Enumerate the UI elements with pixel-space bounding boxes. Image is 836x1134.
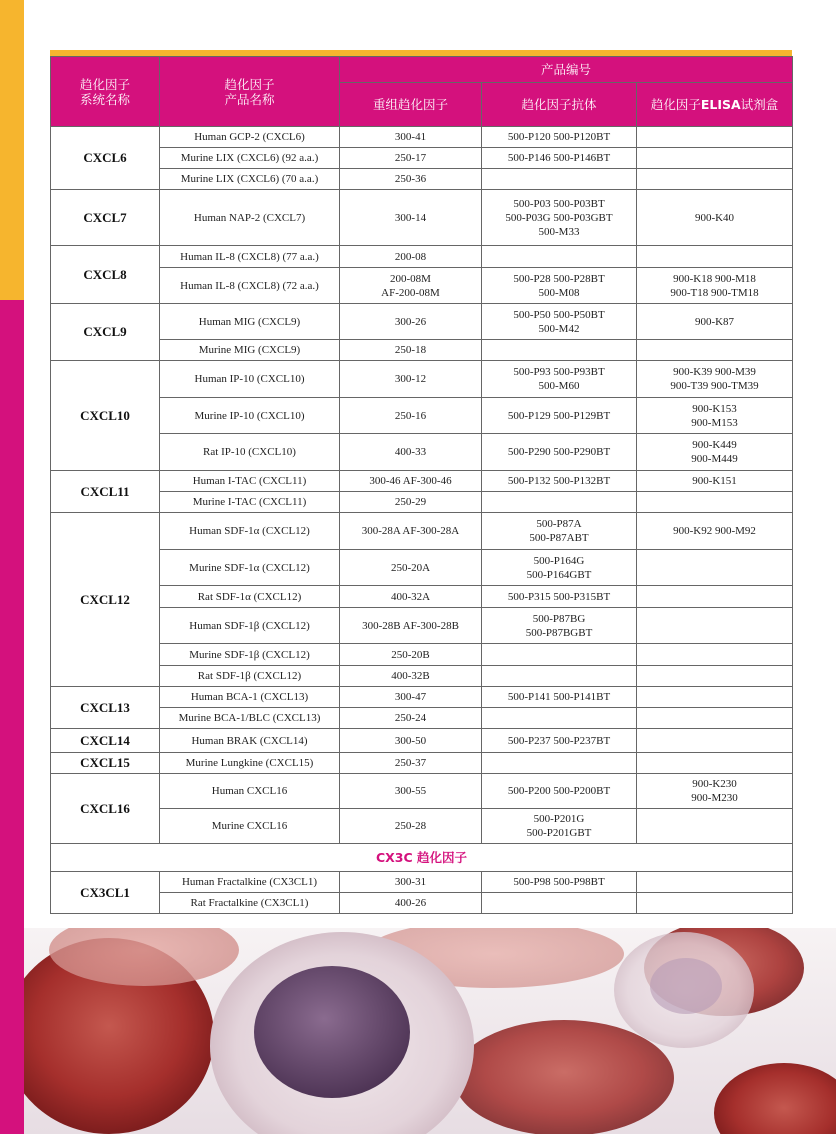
recombinant-cell <box>340 304 482 340</box>
family-cell: CXCL7 <box>51 190 160 246</box>
recombinant-cell-line: 300-26 <box>394 315 427 328</box>
recombinant-cell <box>340 246 482 268</box>
product-name-cell: Murine SDF-1α (CXCL12) <box>160 550 340 586</box>
recombinant-cell-line: 250-20B <box>391 648 430 661</box>
elisa-cell <box>637 268 793 304</box>
product-name-cell: Human SDF-1α (CXCL12) <box>160 513 340 550</box>
elisa-cell <box>637 304 793 340</box>
antibody-cell <box>482 550 637 586</box>
antibody-cell <box>482 608 637 644</box>
header-catalog-group: 产品编号 <box>340 57 793 83</box>
table-row <box>51 872 793 893</box>
table-row <box>51 608 793 644</box>
antibody-cell-line: 500-P120 500-P120BT <box>507 131 611 143</box>
table-row <box>51 586 793 608</box>
table-row <box>51 809 793 844</box>
antibody-cell-line: 500-P87ABT <box>529 532 589 544</box>
recombinant-cell <box>340 361 482 398</box>
antibody-cell <box>482 169 637 190</box>
antibody-cell <box>482 434 637 471</box>
elisa-cell <box>637 471 793 492</box>
family-cell: CXCL13 <box>51 687 160 729</box>
elisa-cell-line: 900-K153 <box>692 402 737 415</box>
recombinant-cell <box>340 268 482 304</box>
antibody-cell-line: 500-P98 500-P98BT <box>513 876 605 888</box>
antibody-cell-line: 500-P164GBT <box>526 568 592 581</box>
antibody-cell <box>482 190 637 246</box>
recombinant-cell <box>340 550 482 586</box>
recombinant-cell-line: 300-12 <box>394 373 427 385</box>
family-cell: CXCL15 <box>51 753 160 774</box>
edge-stripe-magenta <box>0 300 24 1134</box>
antibody-cell-line: 500-P201G <box>533 813 585 825</box>
table-row <box>51 893 793 914</box>
elisa-cell <box>637 708 793 729</box>
family-cell: CXCL10 <box>51 361 160 471</box>
recombinant-cell-line: 300-28A AF-300-28A <box>361 525 460 537</box>
product-name-cell: Murine LIX (CXCL6) (92 a.a.) <box>160 148 340 169</box>
recombinant-cell <box>340 492 482 513</box>
product-name-cell: Murine CXCL16 <box>160 809 340 844</box>
recombinant-cell <box>340 127 482 148</box>
elisa-cell <box>637 434 793 471</box>
recombinant-cell-line: 300-55 <box>394 785 427 797</box>
white-blood-cell-nucleus <box>254 966 410 1098</box>
recombinant-cell <box>340 687 482 708</box>
recombinant-cell-line: 250-36 <box>394 173 427 185</box>
antibody-cell-line: 500-P132 500-P132BT <box>507 475 611 487</box>
elisa-cell <box>637 148 793 169</box>
antibody-cell-line: 500-P93 500-P93BT <box>513 366 605 378</box>
antibody-cell <box>482 708 637 729</box>
recombinant-cell <box>340 148 482 169</box>
family-cell: CXCL11 <box>51 471 160 513</box>
elisa-cell <box>637 398 793 434</box>
elisa-cell <box>637 127 793 148</box>
header-elisa: 趋化因子ELISA试剂盒 <box>637 83 793 127</box>
recombinant-cell <box>340 471 482 492</box>
recombinant-cell <box>340 729 482 753</box>
recombinant-cell-line: 250-24 <box>394 712 427 724</box>
antibody-cell-line: 500-M60 <box>538 380 580 392</box>
table-row <box>51 398 793 434</box>
table-row <box>51 148 793 169</box>
recombinant-cell-line: 400-32A <box>390 590 431 603</box>
recombinant-cell-line: 250-16 <box>394 409 427 422</box>
antibody-cell <box>482 687 637 708</box>
elisa-cell-line: 900-T39 900-TM39 <box>670 380 759 392</box>
elisa-cell <box>637 492 793 513</box>
antibody-cell <box>482 398 637 434</box>
table-row <box>51 729 793 753</box>
antibody-cell <box>482 753 637 774</box>
family-cell: CX3CL1 <box>51 872 160 914</box>
recombinant-cell-line: 200-08 <box>394 250 427 263</box>
table-row <box>51 127 793 148</box>
product-name-cell: Murine Lungkine (CXCL15) <box>160 753 340 774</box>
elisa-cell <box>637 169 793 190</box>
recombinant-cell <box>340 774 482 809</box>
table-body <box>51 127 793 844</box>
table-row <box>51 644 793 666</box>
antibody-cell-line: 500-P146 500-P146BT <box>507 152 611 164</box>
header-family: 趋化因子 系统名称 <box>51 57 160 127</box>
antibody-cell <box>482 729 637 753</box>
header-product: 趋化因子 产品名称 <box>160 57 340 127</box>
recombinant-cell-line: 400-32B <box>391 670 430 682</box>
recombinant-cell-line: 300-47 <box>394 691 427 703</box>
elisa-cell <box>637 586 793 608</box>
table-row <box>51 246 793 268</box>
header-recombinant: 重组趋化因子 <box>340 83 482 127</box>
recombinant-cell-line: 300-50 <box>394 734 427 747</box>
recombinant-cell <box>340 809 482 844</box>
table-row <box>51 169 793 190</box>
antibody-cell <box>482 148 637 169</box>
product-name-cell: Murine I-TAC (CXCL11) <box>160 492 340 513</box>
table-row <box>51 361 793 398</box>
table-row <box>51 550 793 586</box>
elisa-cell-line: 900-K92 900-M92 <box>673 525 756 537</box>
antibody-cell <box>482 893 637 914</box>
antibody-cell-line: 500-M42 <box>538 322 580 335</box>
table-row <box>51 434 793 471</box>
table-row <box>51 753 793 774</box>
recombinant-cell <box>340 513 482 550</box>
product-name-cell: Murine IP-10 (CXCL10) <box>160 398 340 434</box>
elisa-cell <box>637 608 793 644</box>
elisa-cell <box>637 774 793 809</box>
elisa-cell <box>637 666 793 687</box>
recombinant-cell <box>340 666 482 687</box>
recombinant-cell-line: 400-33 <box>394 446 427 458</box>
table-row <box>51 304 793 340</box>
elisa-cell <box>637 246 793 268</box>
antibody-cell-line: 500-P290 500-P290BT <box>507 446 611 458</box>
white-blood-cell-right-nucleus <box>650 958 722 1014</box>
recombinant-cell-line: 300-14 <box>394 211 427 224</box>
antibody-cell-line: 500-P87BGBT <box>525 626 593 639</box>
product-name-cell: Rat SDF-1β (CXCL12) <box>160 666 340 687</box>
section-title-cx3c: CX3C 趋化因子 <box>51 844 793 872</box>
antibody-cell-line: 500-P237 500-P237BT <box>507 734 611 747</box>
recombinant-cell-line: AF-200-08M <box>381 286 440 299</box>
product-name-cell: Human NAP-2 (CXCL7) <box>160 190 340 246</box>
elisa-cell-line: 900-K87 <box>694 315 735 328</box>
recombinant-cell <box>340 190 482 246</box>
table-row <box>51 666 793 687</box>
product-name-cell: Murine LIX (CXCL6) (70 a.a.) <box>160 169 340 190</box>
elisa-cell <box>637 513 793 550</box>
table-row <box>51 513 793 550</box>
section-body <box>51 872 793 914</box>
antibody-cell <box>482 246 637 268</box>
recombinant-cell-line: 250-37 <box>394 757 427 769</box>
section-header <box>51 844 793 872</box>
family-cell: CXCL12 <box>51 513 160 687</box>
elisa-cell <box>637 729 793 753</box>
product-name-cell: Murine SDF-1β (CXCL12) <box>160 644 340 666</box>
elisa-cell <box>637 809 793 844</box>
elisa-cell <box>637 550 793 586</box>
table-header <box>51 57 793 127</box>
antibody-cell <box>482 872 637 893</box>
antibody-cell-line: 500-M33 <box>538 225 580 238</box>
antibody-cell-line: 500-P87A <box>536 518 582 530</box>
antibody-cell <box>482 666 637 687</box>
table-row <box>51 687 793 708</box>
product-name-cell: Human IP-10 (CXCL10) <box>160 361 340 398</box>
table-row <box>51 774 793 809</box>
antibody-cell <box>482 492 637 513</box>
product-name-cell: Human BRAK (CXCL14) <box>160 729 340 753</box>
antibody-cell <box>482 586 637 608</box>
antibody-cell-line: 500-P28 500-P28BT <box>513 272 605 285</box>
antibody-cell-line: 500-P50 500-P50BT <box>513 308 605 321</box>
elisa-cell <box>637 893 793 914</box>
recombinant-cell-line: 250-29 <box>394 496 427 508</box>
elisa-cell-line: 900-K40 <box>694 211 735 224</box>
antibody-cell <box>482 340 637 361</box>
product-name-cell: Rat SDF-1α (CXCL12) <box>160 586 340 608</box>
recombinant-cell <box>340 893 482 914</box>
antibody-cell-line: 500-P03 500-P03BT <box>513 197 605 210</box>
recombinant-cell <box>340 340 482 361</box>
elisa-cell-line: 900-K151 <box>692 475 737 487</box>
elisa-cell <box>637 644 793 666</box>
antibody-cell <box>482 304 637 340</box>
product-name-cell: Human GCP-2 (CXCL6) <box>160 127 340 148</box>
antibody-cell-line: 500-P200 500-P200BT <box>507 785 611 797</box>
elisa-cell <box>637 361 793 398</box>
antibody-cell <box>482 127 637 148</box>
family-cell: CXCL14 <box>51 729 160 753</box>
recombinant-cell <box>340 169 482 190</box>
recombinant-cell <box>340 644 482 666</box>
family-cell: CXCL6 <box>51 127 160 190</box>
recombinant-cell-line: 250-20A <box>390 561 431 574</box>
antibody-cell <box>482 809 637 844</box>
antibody-cell-line: 500-P87BG <box>532 612 586 625</box>
family-cell: CXCL8 <box>51 246 160 304</box>
antibody-cell <box>482 513 637 550</box>
recombinant-cell-line: 250-28 <box>394 820 427 832</box>
recombinant-cell-line: 300-31 <box>394 876 427 888</box>
recombinant-cell <box>340 398 482 434</box>
elisa-cell-line: 900-K18 900-M18 <box>673 272 756 285</box>
elisa-cell-line: 900-T18 900-TM18 <box>670 286 759 299</box>
table-row <box>51 340 793 361</box>
product-name-cell: Human Fractalkine (CX3CL1) <box>160 872 340 893</box>
recombinant-cell <box>340 586 482 608</box>
family-cell: CXCL16 <box>51 774 160 844</box>
table-row <box>51 190 793 246</box>
recombinant-cell-line: 250-18 <box>394 344 427 356</box>
elisa-cell-line: 900-M153 <box>691 416 738 429</box>
table-row <box>51 492 793 513</box>
antibody-cell-line: 500-P129 500-P129BT <box>507 409 611 422</box>
antibody-cell <box>482 361 637 398</box>
product-name-cell: Human I-TAC (CXCL11) <box>160 471 340 492</box>
recombinant-cell <box>340 872 482 893</box>
product-name-cell: Human MIG (CXCL9) <box>160 304 340 340</box>
recombinant-cell <box>340 753 482 774</box>
recombinant-cell-line: 300-28B AF-300-28B <box>362 619 459 632</box>
product-name-cell: Murine BCA-1/BLC (CXCL13) <box>160 708 340 729</box>
antibody-cell-line: 500-P03G 500-P03GBT <box>505 211 613 224</box>
antibody-cell <box>482 644 637 666</box>
antibody-cell-line: 500-M08 <box>538 286 580 299</box>
header-antibody: 趋化因子抗体 <box>482 83 637 127</box>
product-name-cell: Murine MIG (CXCL9) <box>160 340 340 361</box>
product-name-cell: Rat IP-10 (CXCL10) <box>160 434 340 471</box>
antibody-cell-line: 500-P315 500-P315BT <box>507 590 611 603</box>
red-blood-cell-right-middle <box>454 1020 674 1134</box>
chemokine-product-table <box>50 56 793 914</box>
family-cell: CXCL9 <box>51 304 160 361</box>
table-row <box>51 268 793 304</box>
elisa-cell-line: 900-M230 <box>691 792 738 804</box>
product-name-cell: Human SDF-1β (CXCL12) <box>160 608 340 644</box>
product-name-cell: Rat Fractalkine (CX3CL1) <box>160 893 340 914</box>
cells-background-image <box>24 928 836 1134</box>
product-name-cell: Human IL-8 (CXCL8) (77 a.a.) <box>160 246 340 268</box>
antibody-cell-line: 500-P201GBT <box>526 827 592 839</box>
antibody-cell-line: 500-P164G <box>533 554 585 567</box>
recombinant-cell-line: 250-17 <box>394 152 427 164</box>
recombinant-cell-line: 200-08M <box>390 272 431 285</box>
elisa-cell <box>637 687 793 708</box>
elisa-cell-line: 900-K230 <box>692 778 737 790</box>
recombinant-cell-line: 400-26 <box>394 897 427 909</box>
recombinant-cell-line: 300-41 <box>394 131 427 143</box>
antibody-cell <box>482 774 637 809</box>
antibody-cell <box>482 471 637 492</box>
recombinant-cell <box>340 708 482 729</box>
table-row <box>51 708 793 729</box>
elisa-cell-line: 900-K39 900-M39 <box>673 366 756 378</box>
elisa-cell <box>637 872 793 893</box>
recombinant-cell-line: 300-46 AF-300-46 <box>369 475 452 487</box>
elisa-cell <box>637 753 793 774</box>
elisa-cell-line: 900-K449 <box>692 439 737 451</box>
product-name-cell: Human CXCL16 <box>160 774 340 809</box>
antibody-cell <box>482 268 637 304</box>
product-name-cell: Human BCA-1 (CXCL13) <box>160 687 340 708</box>
elisa-cell-line: 900-M449 <box>691 453 738 465</box>
elisa-cell <box>637 340 793 361</box>
table-row <box>51 471 793 492</box>
elisa-cell <box>637 190 793 246</box>
recombinant-cell <box>340 608 482 644</box>
antibody-cell-line: 500-P141 500-P141BT <box>507 691 611 703</box>
recombinant-cell <box>340 434 482 471</box>
product-name-cell: Human IL-8 (CXCL8) (72 a.a.) <box>160 268 340 304</box>
